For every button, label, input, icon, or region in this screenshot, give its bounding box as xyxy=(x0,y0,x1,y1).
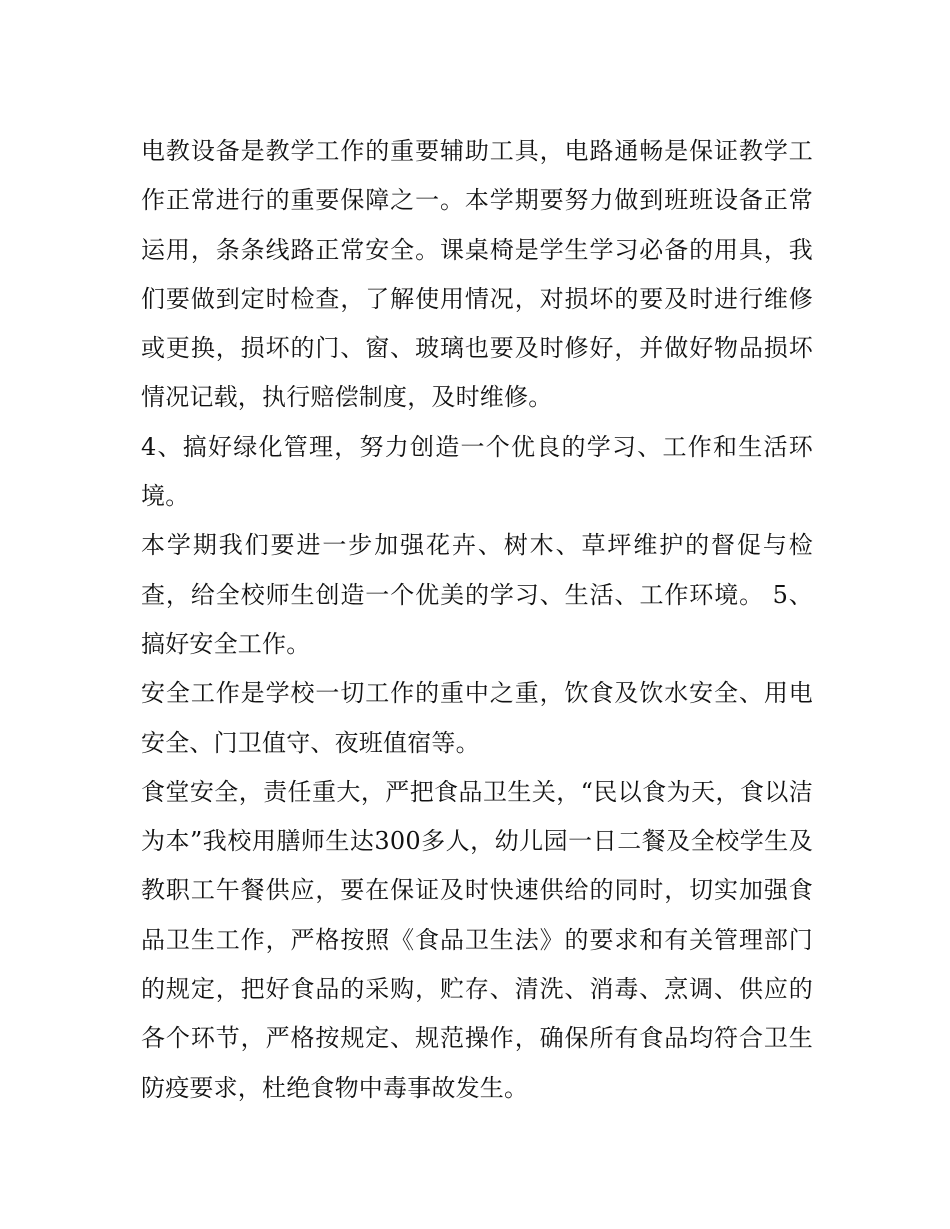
paragraph-greening-heading: 4、搞好绿化管理，努力创造一个优良的学习、工作和生活环境。 xyxy=(141,432,813,511)
document-body xyxy=(141,127,813,1113)
paragraph-canteen-safety: 食堂安全，责任重大，严把食品卫生关，“民以食为天，食以洁为本”我校用膳师生达300多人，幼儿园一日二餐及全校学生及教职工午餐供应，要在保证及时快速供给的同时，切实加强食品卫生工作，严格按照《食品卫生法》的要求和有关管理部门的规定，把好食品的采购，贮存、清洗、消毒、烹调、供应的各个环节，严格按规定、规范操作，确保所有食品均符合卫生防疫要求，杜绝食物中毒事故发生。 xyxy=(141,777,813,1102)
paragraph-equipment-maintenance: 电教设备是教学工作的重要辅助工具，电路通畅是保证教学工作正常进行的重要保障之一。本学期要努力做到班班设备正常运用，条条线路正常安全。课桌椅是学生学习必备的用具，我们要做到定时检查，了解使用情况，对损坏的要及时进行维修或更换，损坏的门、窗、玻璃也要及时修好，并做好物品损坏情况记载，执行赔偿制度，及时维修。 xyxy=(141,137,813,412)
paragraph-greening-and-safety-heading: 本学期我们要进一步加强花卉、树木、草坪维护的督促与检查，给全校师生创造一个优美的学习、生活、工作环境。 5、搞好安全工作。 xyxy=(141,531,813,658)
paragraph-safety-work: 安全工作是学校一切工作的重中之重，饮食及饮水安全、用电安全、门卫值守、夜班值宿等。 xyxy=(141,679,813,757)
